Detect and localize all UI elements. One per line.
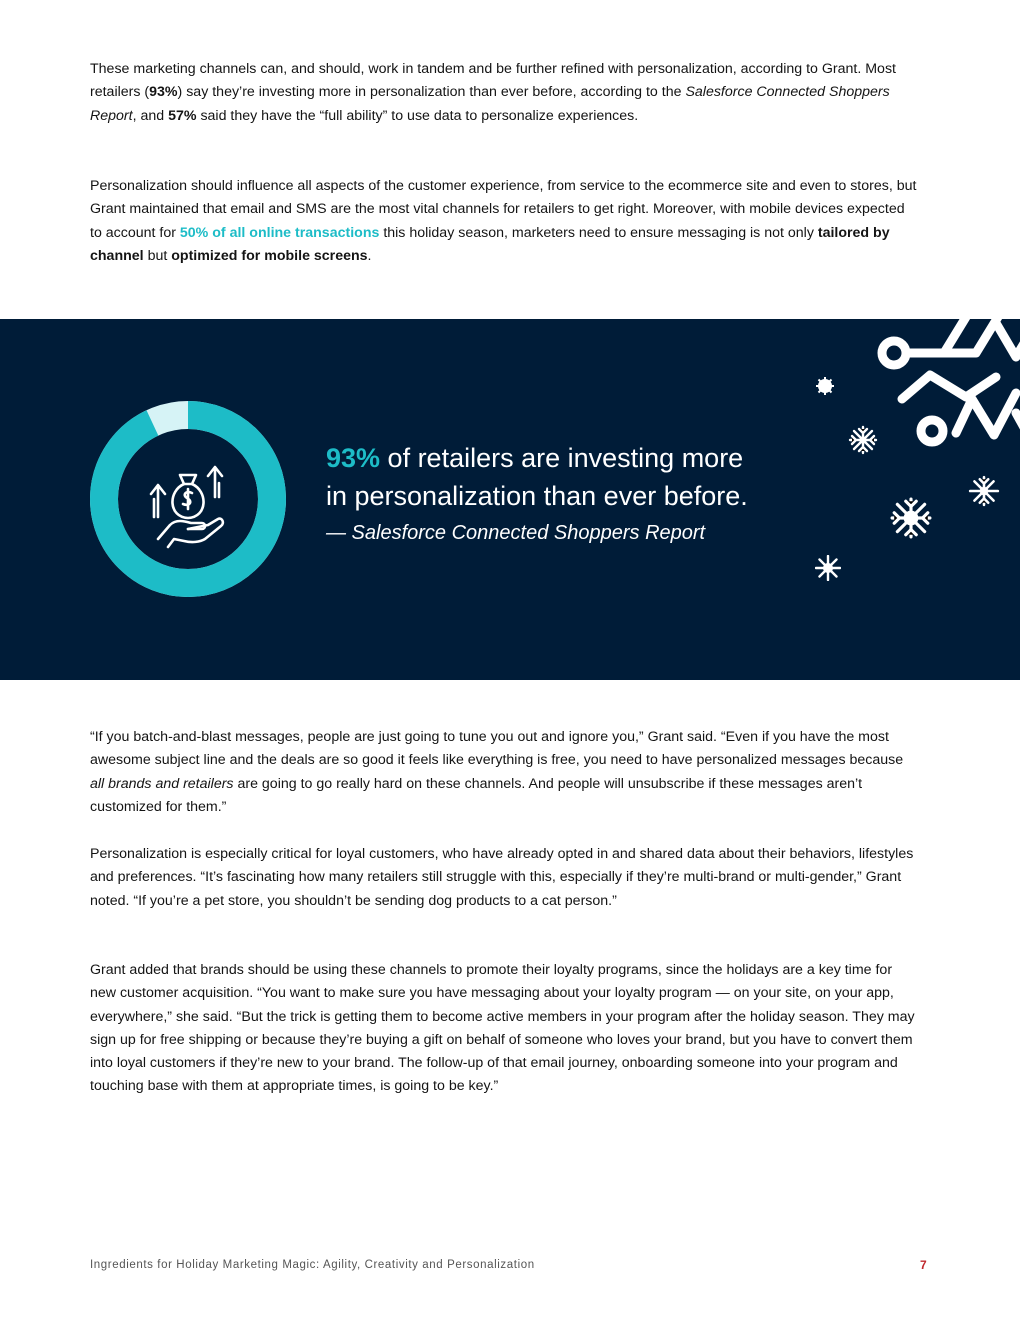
- p3-italic: all brands and retailers: [90, 775, 234, 792]
- stat-source: — Salesforce Connected Shoppers Report: [326, 522, 706, 544]
- p1-text-c: ) say they’re investing more in personalization than ever before, according to the: [177, 84, 686, 101]
- p2-bold-channel: tailored by channel: [90, 224, 890, 264]
- p1-text-a: These marketing channels can, and should, work in tandem and be further refined with personalization, according to Grant. Most retailers (: [90, 61, 896, 101]
- p2-text-a: Personalization should influence all aspects of the customer experience, from service to the ecommerce site and even to stores, but Grant maintained that email and SMS are the most vital channels for retailers to get right. Moreover, with mobile devices expected to account for: [90, 178, 917, 241]
- p2-bold-mobile: optimized for mobile screens: [171, 247, 368, 264]
- small-snowflake-icon: [815, 376, 835, 396]
- page-number: 7: [920, 1258, 927, 1272]
- intro-paragraph: [90, 58, 920, 128]
- stat-banner: [0, 319, 1020, 680]
- stat-percent: 93%: [326, 443, 381, 473]
- footer-title: Ingredients for Holiday Marketing Magic: Agility, Creativity and Personalization: [90, 1259, 535, 1271]
- donut-chart: [88, 399, 288, 599]
- money-bag-hand-icon: [151, 467, 223, 547]
- p1-stat-93: 93%: [149, 84, 178, 101]
- snowflake-icon: [815, 555, 841, 581]
- snowflake-icon: [890, 497, 932, 539]
- stat-headline-line2: in personalization than ever before.: [326, 481, 748, 511]
- large-snowflake-icon: [866, 319, 1020, 463]
- p2-text-g: .: [367, 247, 372, 264]
- p3-text-a: “If you batch-and-blast messages, people are just going to tune you out and ignore you,” Grant said. “Even if you have the most awesome subject line and the deals are so good it feels like everything is free, you need to have personalized messages because: [90, 729, 904, 769]
- p1-report-title: Salesforce Connected Shoppers Report: [90, 84, 890, 124]
- snowflake-icon: [968, 475, 1000, 507]
- stat-line1-text: of retailers are investing more: [380, 443, 744, 473]
- quote-paragraph: [90, 726, 920, 819]
- stat-text-block: [326, 439, 826, 549]
- stat-headline-line1: [326, 439, 826, 477]
- loyalty-programs-paragraph: Grant added that brands should be using these channels to promote their loyalty programs, since the holidays are a key time for new customer acquisition. “You want to make sure you have messaging about your loyalty program — on your site, on your app, everywhere,” she said. “But the trick is getting them to become active members in your program after the holiday season. They may sign up for free shipping or because they’re buying a gift on behalf of someone who loves your brand, but you have to convert them into loyal customers if they’re new to your brand. The follow-up of that email journey, onboarding someone into your program and touching base with them at appropriate times, is going to be key.”: [90, 962, 915, 1095]
- p1-text-g: said they have the “full ability” to use data to personalize experiences.: [196, 107, 639, 124]
- p2-text-e: but: [143, 247, 172, 264]
- snowflake-icon: [848, 425, 878, 455]
- loyal-customers-paragraph: Personalization is especially critical for loyal customers, who have already opted in and shared data about their behaviors, lifestyles and preferences. “It’s fascinating how many retailers still struggle with this, especially if they’re multi-brand or multi-gender,” Grant noted. “If you’re a pet store, you shouldn’t be sending dog products to a cat person.”: [90, 846, 914, 909]
- p1-stat-57: 57%: [168, 107, 197, 124]
- channels-paragraph: [90, 175, 920, 268]
- p2-text-c: this holiday season, marketers need to ensure messaging is not only: [379, 224, 818, 241]
- p1-text-e: , and: [132, 107, 169, 124]
- p3-text-c: are going to go really hard on these channels. And people will unsubscribe if these messages aren’t customized for them.”: [90, 775, 863, 815]
- p2-highlight-link[interactable]: 50% of all online transactions: [179, 224, 380, 241]
